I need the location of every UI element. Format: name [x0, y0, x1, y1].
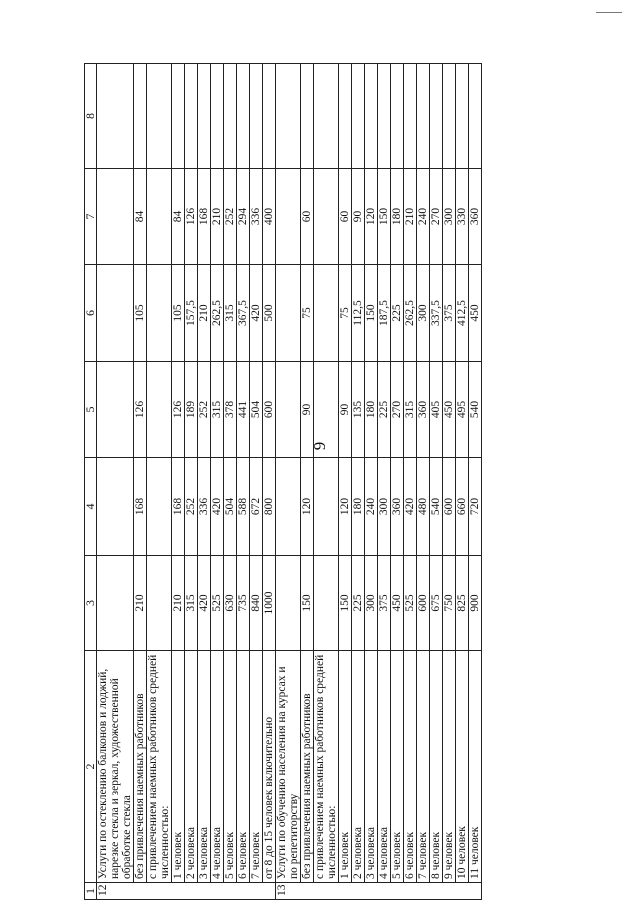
value-cell-col-7: 240 — [417, 169, 430, 265]
table-row — [314, 64, 339, 900]
value-cell-col-4: 420 — [211, 458, 224, 556]
value-cell-col-3 — [276, 556, 301, 651]
value-cell-col-7: 300 — [443, 169, 456, 265]
value-cell-col-4: 720 — [469, 458, 482, 556]
value-cell-col-4: 180 — [352, 458, 365, 556]
value-cell-col-3 — [147, 556, 172, 651]
value-cell-col-7 — [97, 169, 134, 265]
value-cell-col-7: 252 — [224, 169, 237, 265]
value-cell-col-6: 262,5 — [404, 265, 417, 362]
value-cell-col-5: 504 — [250, 362, 263, 458]
rotated-table-container — [84, 64, 612, 900]
row-number-cell — [263, 883, 276, 900]
value-cell-col-3: 375 — [378, 556, 391, 651]
value-cell-col-8 — [276, 64, 301, 169]
table-row — [456, 64, 469, 900]
value-cell-col-5: 540 — [469, 362, 482, 458]
value-cell-col-7: 180 — [391, 169, 404, 265]
value-cell-col-5: 126 — [172, 362, 185, 458]
table-row — [378, 64, 391, 900]
value-cell-col-3: 300 — [365, 556, 378, 651]
value-cell-col-4: 480 — [417, 458, 430, 556]
row-number-cell — [456, 883, 469, 900]
page-number: 9 — [310, 441, 329, 451]
value-cell-col-7: 270 — [430, 169, 443, 265]
table-row — [365, 64, 378, 900]
value-cell-col-6: 75 — [339, 265, 352, 362]
value-cell-col-5: 378 — [224, 362, 237, 458]
value-cell-col-3 — [97, 556, 134, 651]
value-cell-col-4: 360 — [391, 458, 404, 556]
value-cell-col-5: 126 — [134, 362, 147, 458]
value-cell-col-8 — [250, 64, 263, 169]
table-row — [211, 64, 224, 900]
value-cell-col-4: 168 — [172, 458, 185, 556]
value-cell-col-3: 210 — [172, 556, 185, 651]
header-cell: 4 — [85, 458, 97, 556]
row-number-cell: 13 — [276, 883, 301, 900]
value-cell-col-5 — [147, 362, 172, 458]
value-cell-col-8 — [147, 64, 172, 169]
value-cell-col-7: 84 — [172, 169, 185, 265]
value-cell-col-7: 60 — [301, 169, 314, 265]
value-cell-col-8 — [97, 64, 134, 169]
service-description-cell: с привлечением наемных работников средней численностью: — [147, 651, 172, 883]
value-cell-col-6: 75 — [301, 265, 314, 362]
table-row — [339, 64, 352, 900]
value-cell-col-4: 540 — [430, 458, 443, 556]
value-cell-col-8 — [456, 64, 469, 169]
value-cell-col-4: 600 — [443, 458, 456, 556]
value-cell-col-4 — [97, 458, 134, 556]
value-cell-col-8 — [185, 64, 198, 169]
table-row — [172, 64, 185, 900]
table-body — [85, 64, 482, 900]
service-description-cell: 5 человек — [224, 651, 237, 883]
header-cell: 3 — [85, 556, 97, 651]
row-number-cell — [378, 883, 391, 900]
value-cell-col-6: 315 — [224, 265, 237, 362]
value-cell-col-3: 420 — [198, 556, 211, 651]
value-cell-col-5: 90 — [339, 362, 352, 458]
row-number-cell — [198, 883, 211, 900]
value-cell-col-3: 315 — [185, 556, 198, 651]
row-number-cell — [185, 883, 198, 900]
value-cell-col-8 — [378, 64, 391, 169]
value-cell-col-3: 840 — [250, 556, 263, 651]
value-cell-col-5 — [97, 362, 134, 458]
header-cell: 2 — [85, 651, 97, 883]
value-cell-col-4: 240 — [365, 458, 378, 556]
value-cell-col-6: 420 — [250, 265, 263, 362]
value-cell-col-4: 300 — [378, 458, 391, 556]
row-number-cell — [172, 883, 185, 900]
value-cell-col-6: 300 — [417, 265, 430, 362]
value-cell-col-7: 294 — [237, 169, 250, 265]
row-number-cell — [237, 883, 250, 900]
value-cell-col-5: 600 — [263, 362, 276, 458]
value-cell-col-6: 262,5 — [211, 265, 224, 362]
value-cell-col-3: 225 — [352, 556, 365, 651]
value-cell-col-7: 400 — [263, 169, 276, 265]
value-cell-col-3: 525 — [404, 556, 417, 651]
value-cell-col-7 — [314, 169, 339, 265]
value-cell-col-6 — [97, 265, 134, 362]
value-cell-col-3: 630 — [224, 556, 237, 651]
row-number-cell — [301, 883, 314, 900]
value-cell-col-5: 252 — [198, 362, 211, 458]
value-cell-col-3: 735 — [237, 556, 250, 651]
service-description-cell: 6 человек — [404, 651, 417, 883]
value-cell-col-6: 187,5 — [378, 265, 391, 362]
value-cell-col-6: 375 — [443, 265, 456, 362]
value-cell-col-8 — [352, 64, 365, 169]
value-cell-col-8 — [365, 64, 378, 169]
value-cell-col-7: 150 — [378, 169, 391, 265]
table-row — [301, 64, 314, 900]
value-cell-col-7: 90 — [352, 169, 365, 265]
value-cell-col-4: 660 — [456, 458, 469, 556]
value-cell-col-3: 525 — [211, 556, 224, 651]
value-cell-col-5: 360 — [417, 362, 430, 458]
service-description-cell: Услуги по обучению населения на курсах и по репетиторству — [276, 651, 301, 883]
value-cell-col-5 — [276, 362, 301, 458]
table-row — [469, 64, 482, 900]
value-cell-col-3: 450 — [391, 556, 404, 651]
value-cell-col-8 — [211, 64, 224, 169]
value-cell-col-6: 337,5 — [430, 265, 443, 362]
value-cell-col-6: 450 — [469, 265, 482, 362]
table-row — [147, 64, 172, 900]
value-cell-col-7 — [147, 169, 172, 265]
value-cell-col-8 — [237, 64, 250, 169]
value-cell-col-4 — [314, 458, 339, 556]
row-number-cell — [134, 883, 147, 900]
table-row — [430, 64, 443, 900]
header-cell: 5 — [85, 362, 97, 458]
value-cell-col-4: 420 — [404, 458, 417, 556]
service-description-cell: 3 человека — [198, 651, 211, 883]
value-cell-col-8 — [469, 64, 482, 169]
value-cell-col-4: 252 — [185, 458, 198, 556]
row-number-cell — [404, 883, 417, 900]
value-cell-col-6: 412,5 — [456, 265, 469, 362]
table-row — [404, 64, 417, 900]
table-row — [263, 64, 276, 900]
service-description-cell: 5 человек — [391, 651, 404, 883]
value-cell-col-4: 672 — [250, 458, 263, 556]
row-number-cell — [443, 883, 456, 900]
table-row — [443, 64, 456, 900]
value-cell-col-5: 315 — [404, 362, 417, 458]
table-row — [417, 64, 430, 900]
value-cell-col-7: 120 — [365, 169, 378, 265]
service-description-cell: 10 человек — [456, 651, 469, 883]
table-row — [276, 64, 301, 900]
row-number-cell — [250, 883, 263, 900]
value-cell-col-6: 210 — [198, 265, 211, 362]
value-cell-col-3: 600 — [417, 556, 430, 651]
value-cell-col-6: 367,5 — [237, 265, 250, 362]
value-cell-col-5: 270 — [391, 362, 404, 458]
value-cell-col-6: 500 — [263, 265, 276, 362]
row-number-cell — [365, 883, 378, 900]
table-row — [185, 64, 198, 900]
value-cell-col-8 — [314, 64, 339, 169]
value-cell-col-3: 150 — [301, 556, 314, 651]
service-description-cell: 2 человека — [185, 651, 198, 883]
value-cell-col-3: 825 — [456, 556, 469, 651]
value-cell-col-8 — [417, 64, 430, 169]
service-description-cell: 6 человек — [237, 651, 250, 883]
service-description-cell: 3 человека — [365, 651, 378, 883]
value-cell-col-8 — [301, 64, 314, 169]
value-cell-col-4: 120 — [301, 458, 314, 556]
value-cell-col-8 — [391, 64, 404, 169]
value-cell-col-4: 588 — [237, 458, 250, 556]
value-cell-col-4 — [147, 458, 172, 556]
value-cell-col-4: 168 — [134, 458, 147, 556]
value-cell-col-4 — [276, 458, 301, 556]
value-cell-col-8 — [443, 64, 456, 169]
value-cell-col-5: 441 — [237, 362, 250, 458]
value-cell-col-5: 225 — [378, 362, 391, 458]
value-cell-col-5 — [314, 362, 339, 458]
value-cell-col-7: 360 — [469, 169, 482, 265]
value-cell-col-4: 120 — [339, 458, 352, 556]
value-cell-col-3: 1000 — [263, 556, 276, 651]
service-description-cell: 4 человека — [378, 651, 391, 883]
value-cell-col-4: 504 — [224, 458, 237, 556]
value-cell-col-6: 150 — [365, 265, 378, 362]
corner-mark — [596, 12, 622, 13]
service-description-cell: 1 человек — [339, 651, 352, 883]
row-number-cell — [430, 883, 443, 900]
row-number-cell — [147, 883, 172, 900]
table-row — [198, 64, 211, 900]
value-cell-col-8 — [198, 64, 211, 169]
service-description-cell: с привлечением наемных работников средней численностью: — [314, 651, 339, 883]
value-cell-col-3: 210 — [134, 556, 147, 651]
tariff-table — [84, 63, 482, 900]
table-row — [352, 64, 365, 900]
header-cell: 1 — [85, 883, 97, 900]
value-cell-col-8 — [134, 64, 147, 169]
value-cell-col-6: 225 — [391, 265, 404, 362]
header-cell: 6 — [85, 265, 97, 362]
value-cell-col-7: 330 — [456, 169, 469, 265]
value-cell-col-6: 112,5 — [352, 265, 365, 362]
row-number-cell: 12 — [97, 883, 134, 900]
value-cell-col-7: 60 — [339, 169, 352, 265]
header-cell: 8 — [85, 64, 97, 169]
value-cell-col-8 — [224, 64, 237, 169]
value-cell-col-5: 450 — [443, 362, 456, 458]
row-number-cell — [391, 883, 404, 900]
value-cell-col-3: 675 — [430, 556, 443, 651]
value-cell-col-8 — [339, 64, 352, 169]
value-cell-col-5: 315 — [211, 362, 224, 458]
row-number-cell — [339, 883, 352, 900]
value-cell-col-5: 135 — [352, 362, 365, 458]
value-cell-col-5: 189 — [185, 362, 198, 458]
row-number-cell — [352, 883, 365, 900]
row-number-cell — [211, 883, 224, 900]
value-cell-col-7: 210 — [404, 169, 417, 265]
table-row — [391, 64, 404, 900]
value-cell-col-7: 336 — [250, 169, 263, 265]
value-cell-col-4: 336 — [198, 458, 211, 556]
value-cell-col-3: 900 — [469, 556, 482, 651]
value-cell-col-3: 150 — [339, 556, 352, 651]
value-cell-col-5: 90 — [301, 362, 314, 458]
header-row — [85, 64, 97, 900]
row-number-cell — [314, 883, 339, 900]
value-cell-col-8 — [430, 64, 443, 169]
table-row — [237, 64, 250, 900]
table-row — [97, 64, 134, 900]
value-cell-col-6 — [276, 265, 301, 362]
service-description-cell: 2 человека — [352, 651, 365, 883]
row-number-cell — [417, 883, 430, 900]
service-description-cell: 8 человек — [430, 651, 443, 883]
service-description-cell: 11 человек — [469, 651, 482, 883]
value-cell-col-7: 210 — [211, 169, 224, 265]
value-cell-col-8 — [172, 64, 185, 169]
value-cell-col-8 — [404, 64, 417, 169]
value-cell-col-6: 157,5 — [185, 265, 198, 362]
row-number-cell — [224, 883, 237, 900]
service-description-cell: 7 человек — [417, 651, 430, 883]
row-number-cell — [469, 883, 482, 900]
table-row — [224, 64, 237, 900]
value-cell-col-8 — [263, 64, 276, 169]
value-cell-col-5: 495 — [456, 362, 469, 458]
value-cell-col-6: 105 — [172, 265, 185, 362]
value-cell-col-3 — [314, 556, 339, 651]
value-cell-col-4: 800 — [263, 458, 276, 556]
service-description-cell: без привлечения наемных работников — [301, 651, 314, 883]
value-cell-col-7: 126 — [185, 169, 198, 265]
value-cell-col-7 — [276, 169, 301, 265]
value-cell-col-3: 750 — [443, 556, 456, 651]
value-cell-col-6 — [314, 265, 339, 362]
value-cell-col-6 — [147, 265, 172, 362]
value-cell-col-5: 405 — [430, 362, 443, 458]
value-cell-col-7: 168 — [198, 169, 211, 265]
service-description-cell: без привлечения наемных работников — [134, 651, 147, 883]
service-description-cell: 4 человека — [211, 651, 224, 883]
header-cell: 7 — [85, 169, 97, 265]
value-cell-col-5: 180 — [365, 362, 378, 458]
table-row — [250, 64, 263, 900]
service-description-cell: 1 человек — [172, 651, 185, 883]
service-description-cell: Услуги по остеклению балконов и лоджий, нарезке стекла и зеркал, художественной обработке стекла — [97, 651, 134, 883]
table-row — [134, 64, 147, 900]
value-cell-col-7: 84 — [134, 169, 147, 265]
service-description-cell: от 8 до 15 человек включительно — [263, 651, 276, 883]
service-description-cell: 7 человек — [250, 651, 263, 883]
service-description-cell: 9 человек — [443, 651, 456, 883]
value-cell-col-6: 105 — [134, 265, 147, 362]
